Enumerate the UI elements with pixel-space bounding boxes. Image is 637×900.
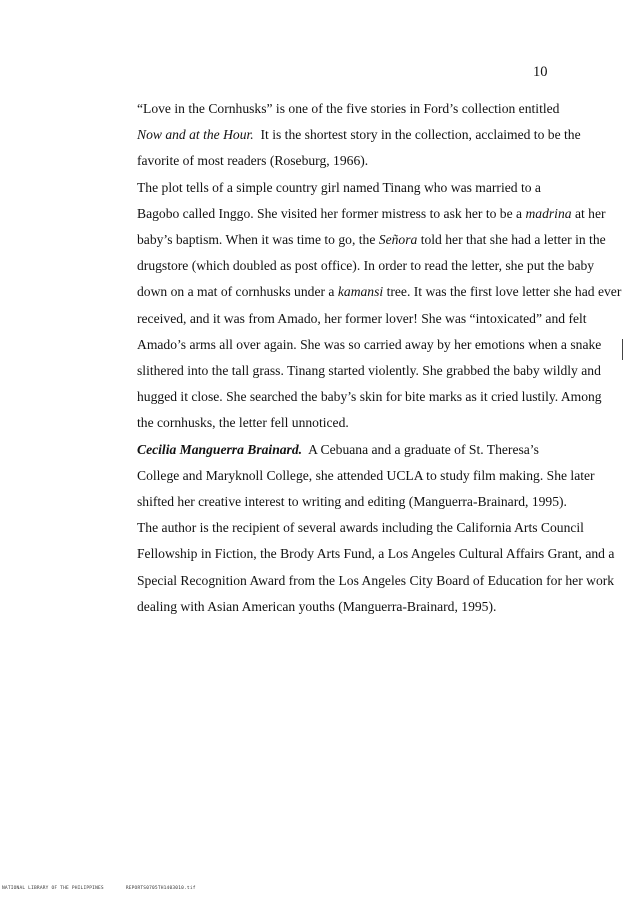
scan-footer: [2, 886, 196, 891]
text-segment: A Cebuana and a graduate of St. Theresa’s: [308, 441, 539, 457]
library-label: NATIONAL LIBRARY OF THE PHILIPPINES: [2, 886, 104, 891]
text-line: shifted her creative interest to writing and editing (Manguerra-Brainard, 1995).: [137, 494, 567, 510]
italic-term: Señora: [378, 232, 418, 248]
text-line: [97, 437, 537, 463]
text-line: drugstore (which doubled as post office). In order to read the letter, she put the baby: [137, 258, 595, 274]
text-line: [97, 122, 581, 148]
text-line: [97, 279, 622, 305]
text-line: dealing with Asian American youths (Manguerra-Brainard, 1995).: [137, 598, 497, 614]
text-line: Special Recognition Award from the Los Angeles City Board of Education for her work: [137, 572, 615, 588]
text-segment: down on a mat of cornhusks under a: [137, 284, 335, 300]
paragraph-4: [97, 515, 615, 620]
text-line: [97, 227, 606, 253]
document-body: [97, 96, 622, 620]
text-line: hugged it close. She searched the baby’s skin for bite marks as it cried lustily. Among: [137, 389, 602, 405]
text-line: the cornhusks, the letter fell unnoticed.: [137, 415, 349, 431]
text-line: The plot tells of a simple country girl named Tinang who was married to a: [137, 179, 541, 195]
text-line: [97, 201, 606, 227]
text-segment: baby’s baptism. When it was time to go, the: [137, 232, 376, 248]
italic-term: madrina: [525, 205, 572, 221]
text-line: Amado’s arms all over again. She was so carried away by her emotions when a snake: [137, 336, 602, 352]
paragraph-1: [97, 96, 581, 175]
text-line: slithered into the tall grass. Tinang started violently. She grabbed the baby wildly and: [137, 363, 601, 379]
text-line: The author is the recipient of several awards including the California Arts Council: [137, 520, 584, 536]
text-line: College and Maryknoll College, she attended UCLA to study film making. She later: [137, 467, 595, 483]
author-name: Cecilia Manguerra Brainard.: [137, 441, 303, 457]
text-segment: tree. It was the first love letter she had ever: [386, 284, 622, 300]
book-title: Now and at the Hour.: [137, 127, 254, 143]
paragraph-2: [97, 175, 622, 437]
paragraph-3: [97, 437, 595, 516]
text-segment: Bagobo called Inggo. She visited her former mistress to ask her to be a: [137, 205, 523, 221]
italic-term: kamansi: [337, 284, 384, 300]
page-number: 10: [533, 64, 548, 80]
text-segment: It is the shortest story in the collection, acclaimed to be the: [260, 127, 581, 143]
text-line: received, and it was from Amado, her former lover! She was “intoxicated” and felt: [137, 310, 587, 326]
text-segment: at her: [574, 205, 606, 221]
text-segment: told her that she had a letter in the: [420, 232, 606, 248]
file-label: REPORTS0705TH1403010.tif: [125, 886, 196, 891]
text-line: Fellowship in Fiction, the Brody Arts Fund, a Los Angeles Cultural Affairs Grant, and a: [137, 546, 615, 562]
text-line: “Love in the Cornhusks” is one of the five stories in Ford’s collection entitled: [137, 101, 560, 116]
scan-artifact-mark: [622, 339, 623, 360]
text-line: favorite of most readers (Roseburg, 1966).: [137, 153, 369, 169]
